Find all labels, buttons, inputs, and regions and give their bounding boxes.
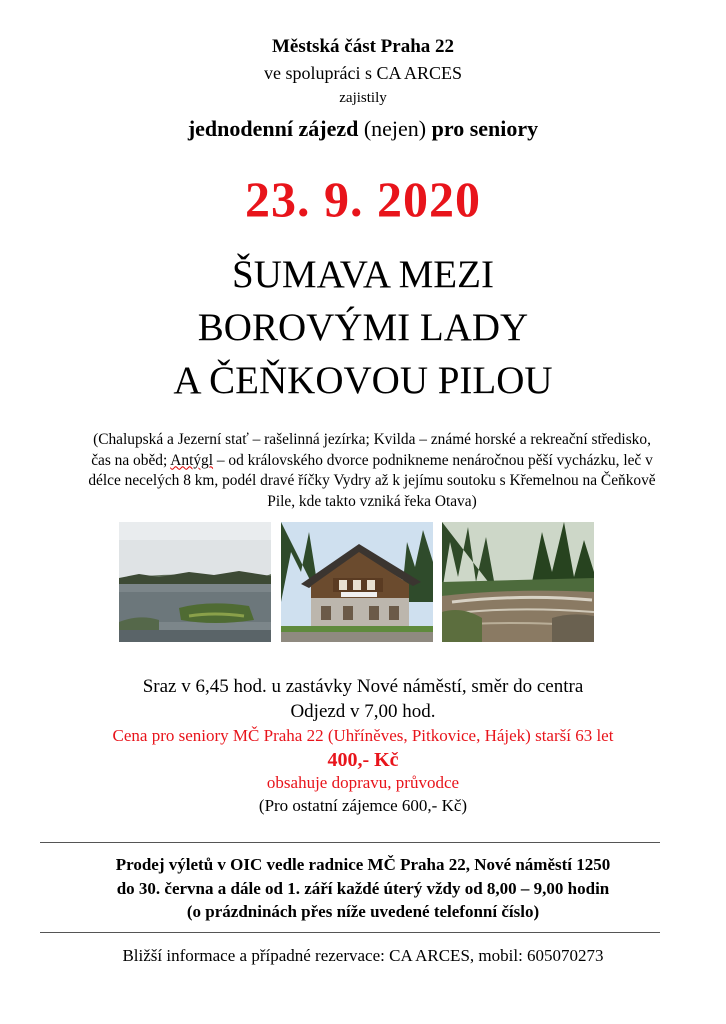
partner-line: ve spolupráci s CA ARCES <box>263 63 462 83</box>
river-photo <box>442 522 594 642</box>
trip-title-line-3: A ČEŇKOVOU PILOU <box>173 359 553 402</box>
description-part-2: – od královského dvorce podnikneme nenáročnou pěší vycházku, leč v délce necelých 8 km, podél dravé říčky Vydry až k jejímu soutoku s Křemelnou na Čeňkově Pile, kde takto vzniká řeka Otava) <box>88 451 656 510</box>
trip-title-line-1: ŠUMAVA MEZI <box>232 253 494 296</box>
sale-line-1: Prodej výletů v OIC vedle radnice MČ Praha 22, Nové náměstí 1250 <box>115 855 611 874</box>
senior-price-label: Cena pro seniory MČ Praha 22 (Uhříněves, Pitkovice, Hájek) starší 63 let <box>112 726 614 745</box>
trip-description <box>82 430 662 512</box>
trip-date: 23. 9. 2020 <box>245 171 481 227</box>
divider-top <box>40 842 660 843</box>
contact-info: Bližší informace a případné rezervace: CA ARCES, mobil: 605070273 <box>122 946 604 965</box>
trip-type-bold: jednodenní zájezd <box>187 116 359 141</box>
description-part-1: (Chalupská a Jezerní stať – rašelinná jezírka; Kvilda – známé horské a rekreační středisko, čas na oběd; <box>91 431 651 469</box>
senior-price: 400,- Kč <box>327 749 399 771</box>
trip-title-line-2: BOROVÝMI LADY <box>197 306 529 349</box>
meeting-point: Sraz v 6,45 hod. u zastávky Nové náměstí, směr do centra <box>142 676 584 697</box>
description-antygl: Antýgl <box>170 451 214 469</box>
sale-line-2: do 30. června a dále od 1. září každé úterý vždy od 8,00 – 9,00 hodin <box>116 878 610 898</box>
price-includes: obsahuje dopravu, průvodce <box>266 773 460 792</box>
peat-lake-photo <box>119 522 271 642</box>
sale-info <box>40 853 686 924</box>
sale-line-3: (o prázdninách přes níže uvedené telefonní číslo) <box>186 902 540 921</box>
divider-bottom <box>40 932 660 933</box>
organizer-line: Městská část Praha 22 <box>271 36 455 57</box>
other-price: (Pro ostatní zájemce 600,- Kč) <box>258 796 468 815</box>
mountain-chalet-photo <box>281 522 433 642</box>
trip-type-seniors: pro seniory <box>431 116 539 141</box>
trip-type-nejen: (nejen) <box>358 116 432 141</box>
provided-line: zajistily <box>339 90 387 106</box>
trip-type-line <box>0 116 726 142</box>
departure-time: Odjezd v 7,00 hod. <box>290 701 436 722</box>
